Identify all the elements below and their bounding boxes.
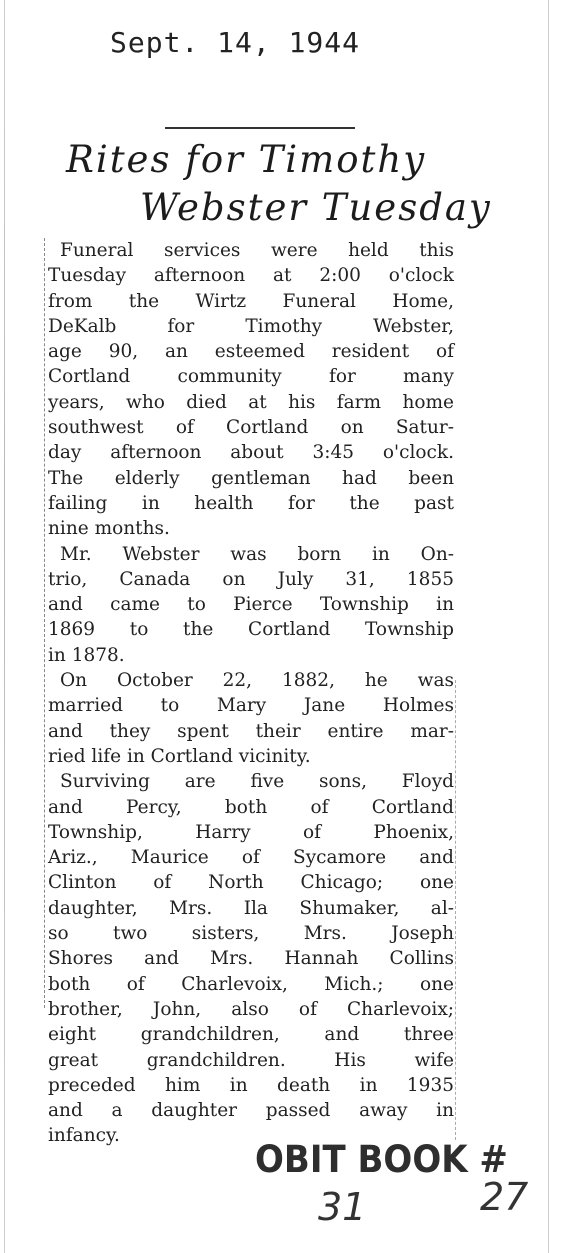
column-border-right	[455, 680, 457, 1140]
article-line: both of Charlevoix, Mich.; one	[48, 973, 454, 995]
headline-line-2: Webster Tuesday	[140, 186, 492, 229]
article-paragraph	[48, 542, 454, 668]
article-line: trio, Canada on July 31, 1855	[48, 568, 454, 590]
article-line: great grandchildren. His wife	[48, 1049, 454, 1071]
headline-line-1: Rites for Timothy	[66, 138, 427, 181]
article-paragraph	[48, 769, 454, 1148]
article-line: Shores and Mrs. Hannah Collins	[48, 948, 454, 970]
article-line: preceded him in death in 1935	[48, 1074, 454, 1096]
article-line: nine months.	[48, 518, 170, 540]
article-line: and Percy, both of Cortland	[48, 796, 454, 818]
article-line: 1869 to the Cortland Township	[48, 619, 454, 641]
article-paragraph	[48, 238, 454, 542]
article-line: Mr. Webster was born in On-	[60, 543, 454, 565]
article-line: day afternoon about 3:45 o'clock.	[48, 442, 454, 464]
article-line: married to Mary Jane Holmes	[48, 695, 454, 717]
article-line: southwest of Cortland on Satur-	[48, 417, 454, 439]
article-line: The elderly gentleman had been	[48, 467, 454, 489]
obit-book-stamp: OBIT BOOK #	[255, 1138, 508, 1182]
clipping-date: Sept. 14, 1944	[110, 26, 361, 59]
article-line: from the Wirtz Funeral Home,	[48, 290, 454, 312]
article-line: Cortland community for many	[48, 366, 454, 388]
article-line: brother, John, also of Charlevoix;	[48, 998, 454, 1020]
article-line: Township, Harry of Phoenix,	[48, 821, 454, 843]
article-line: infancy.	[48, 1125, 120, 1147]
article-line: Funeral services were held this	[60, 240, 454, 261]
article-line: Clinton of North Chicago; one	[48, 872, 454, 894]
handwritten-book-number: 31	[318, 1185, 367, 1229]
obituary-article	[48, 238, 454, 1149]
article-line: eight grandchildren, and three	[48, 1024, 454, 1046]
article-line: Tuesday afternoon at 2:00 o'clock	[48, 265, 454, 287]
article-line: Ariz., Maurice of Sycamore and	[48, 847, 454, 869]
article-line: and came to Pierce Township in	[48, 594, 454, 616]
article-line: On October 22, 1882, he was	[60, 670, 454, 692]
article-line: DeKalb for Timothy Webster,	[48, 315, 454, 337]
article-line: in 1878.	[48, 644, 125, 666]
handwritten-page-number: 27	[480, 1175, 529, 1219]
article-line: and a daughter passed away in	[48, 1100, 454, 1122]
column-border	[44, 238, 46, 1008]
article-line: so two sisters, Mrs. Joseph	[48, 923, 454, 945]
article-line: and they spent their entire mar-	[48, 720, 454, 742]
article-line: years, who died at his farm home	[48, 391, 454, 413]
clipping-edge	[548, 0, 549, 1253]
article-line: age 90, an esteemed resident of	[48, 341, 454, 363]
article-line: daughter, Mrs. Ila Shumaker, al-	[48, 897, 454, 919]
article-line: ried life in Cortland vicinity.	[48, 745, 311, 767]
header-rule	[165, 127, 355, 129]
article-paragraph	[48, 668, 454, 769]
scan-edge	[4, 0, 5, 1253]
article-line: failing in health for the past	[48, 492, 454, 514]
article-line: Surviving are five sons, Floyd	[60, 771, 454, 793]
